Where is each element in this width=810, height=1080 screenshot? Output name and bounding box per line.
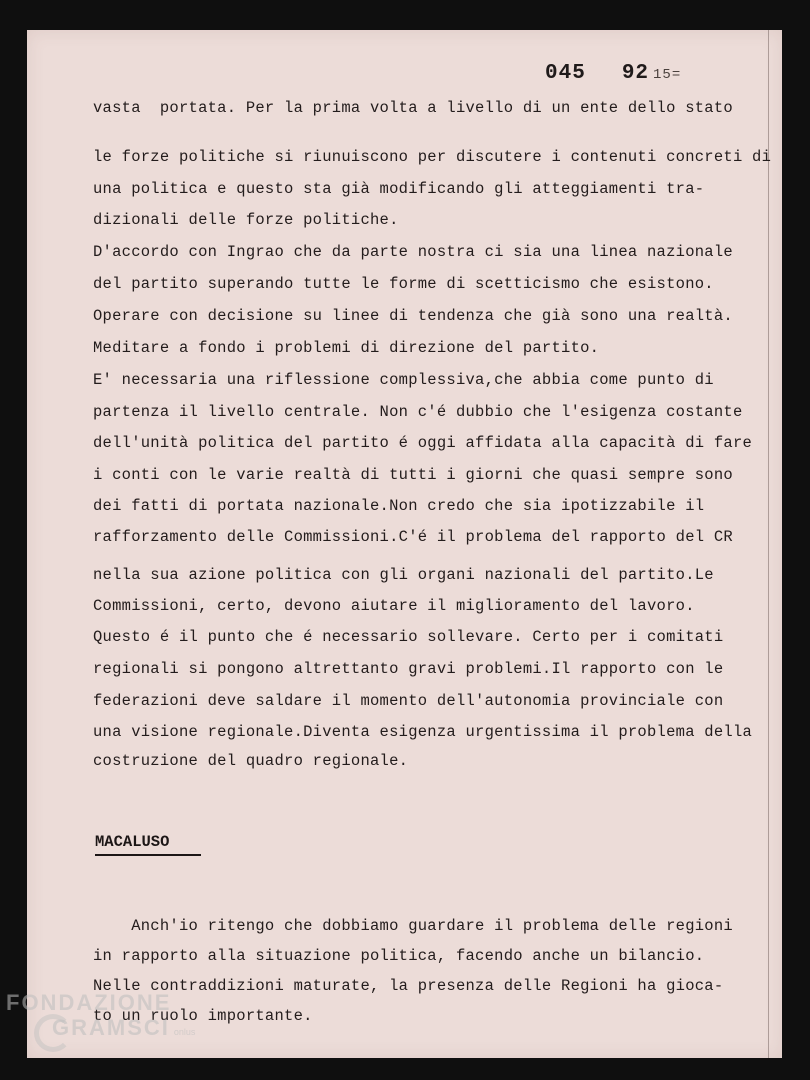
- watermark-line3: onlus: [173, 1027, 196, 1037]
- text-line: dell'unità politica del partito é oggi affidata alla capacità di fare: [93, 434, 753, 452]
- text-line: Questo é il punto che é necessario sollevare. Certo per i comitati: [93, 628, 724, 646]
- text-line: in rapporto alla situazione politica, facendo anche un bilancio.: [93, 947, 705, 965]
- text-line: dei fatti di portata nazionale.Non credo che sia ipotizzabile il: [93, 497, 705, 515]
- margin-rule: [768, 30, 769, 1058]
- watermark-logo-icon: [34, 1014, 72, 1052]
- text-line: Anch'io ritengo che dobbiamo guardare il problema delle regioni: [93, 917, 733, 935]
- text-line: i conti con le varie realtà di tutti i giorni che quasi sempre sono: [93, 466, 733, 484]
- text-line: vasta portata. Per la prima volta a livello di un ente dello stato: [93, 99, 733, 117]
- text-line: Meditare a fondo i problemi di direzione del partito.: [93, 339, 600, 357]
- text-line: to un ruolo importante.: [93, 1007, 313, 1025]
- text-line: regionali si pongono altrettanto gravi problemi.Il rapporto con le: [93, 660, 724, 678]
- watermark-line1: FONDAZIONE: [6, 990, 172, 1015]
- text-line: D'accordo con Ingrao che da parte nostra ci sia una linea nazionale: [93, 243, 733, 261]
- archive-number: [545, 62, 681, 85]
- text-line: costruzione del quadro regionale.: [93, 752, 409, 770]
- text-line: Operare con decisione su linee di tendenza che già sono una realtà.: [93, 307, 733, 325]
- watermark-line2: GRAMSCI: [52, 1015, 170, 1040]
- text-line: una visione regionale.Diventa esigenza urgentissima il problema della: [93, 723, 753, 741]
- speaker-heading: MACALUSO: [95, 833, 201, 856]
- text-line: Commissioni, certo, devono aiutare il miglioramento del lavoro.: [93, 597, 695, 615]
- page-number: 92: [621, 62, 650, 85]
- text-line: le forze politiche si riunuiscono per discutere i contenuti concreti di: [93, 148, 772, 166]
- fondazione-gramsci-watermark: [6, 992, 195, 1039]
- folder-number: 045: [545, 62, 586, 85]
- text-line: nella sua azione politica con gli organi nazionali del partito.Le: [93, 566, 714, 584]
- text-line: una politica e questo sta già modificando gli atteggiamenti tra-: [93, 180, 705, 198]
- text-line: dizionali delle forze politiche.: [93, 211, 399, 229]
- text-line: partenza il livello centrale. Non c'é dubbio che l'esigenza costante: [93, 403, 743, 421]
- text-line: E' necessaria una riflessione complessiva,che abbia come punto di: [93, 371, 714, 389]
- pencil-mark: 15=: [653, 67, 682, 83]
- text-line: rafforzamento delle Commissioni.C'é il problema del rapporto del CR: [93, 528, 733, 546]
- text-line: del partito superando tutte le forme di scetticismo che esistono.: [93, 275, 714, 293]
- text-line: Nelle contraddizioni maturate, la presenza delle Regioni ha gioca-: [93, 977, 724, 995]
- text-line: federazioni deve saldare il momento dell'autonomia provinciale con: [93, 692, 724, 710]
